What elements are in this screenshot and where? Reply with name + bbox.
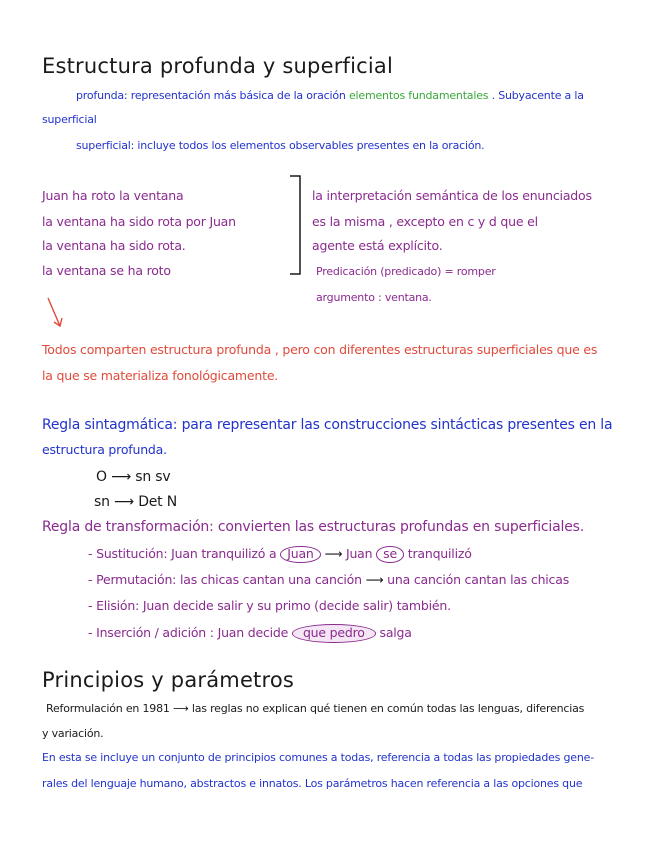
- profunda-tail: . Subyacente a la: [491, 89, 584, 102]
- regla-transformacion-text: convierten las estructuras profundas en superficiales.: [217, 519, 584, 535]
- sustitucion-oval-juan: Juan: [280, 546, 320, 563]
- insercion-label: - Inserción / adición :: [88, 625, 214, 640]
- section-title-estructura: Estructura profunda y superficial: [42, 54, 394, 78]
- rule-2: [94, 495, 177, 509]
- profunda-definition: [76, 90, 584, 101]
- example-1: Juan ha roto la ventana: [42, 188, 184, 203]
- insercion-a: Juan decide: [217, 625, 289, 640]
- example-2: la ventana ha sido rota por Juan: [42, 214, 236, 229]
- regla-sintagmatica-line: [42, 418, 612, 432]
- rule-1: [96, 470, 170, 484]
- regla-sintagmatica-text: para representar las construcciones sintácticas presentes en la: [181, 417, 613, 433]
- regla-sintagmatica-label: Regla sintagmática:: [42, 417, 178, 433]
- note-line-3: agente está explícito.: [312, 238, 443, 253]
- profunda-green-text: elementos fundamentales: [348, 89, 489, 102]
- principios-line-2: y variación.: [42, 727, 104, 740]
- permutacion-line: [88, 574, 569, 587]
- elision-label: - Elisión:: [88, 598, 140, 613]
- rule-1-left: O: [96, 469, 107, 485]
- example-4: la ventana se ha roto: [42, 263, 171, 278]
- right-arrow-icon: ⟶: [114, 494, 134, 510]
- principios-line-1a: Reformulación en 1981: [46, 702, 170, 715]
- elision-line: [88, 600, 451, 613]
- rule-2-left: sn: [94, 494, 110, 510]
- right-arrow-icon: ⟶: [365, 572, 384, 587]
- insercion-b: salga: [379, 625, 412, 640]
- section-title-principios: Principios y parámetros: [42, 668, 295, 692]
- note-line-1: la interpretación semántica de los enunciados: [312, 188, 592, 203]
- insercion-oval: que pedro: [292, 624, 376, 643]
- superficial-definition: [76, 140, 484, 151]
- principios-line-1b: las reglas no explican qué tienen en común todas las lenguas, diferencias: [191, 702, 585, 715]
- rule-1-right: sn sv: [135, 469, 171, 485]
- predicacion-line: Predicación (predicado) = romper: [316, 265, 496, 278]
- superficial-label: superficial:: [76, 139, 135, 152]
- example-3: la ventana ha sido rota.: [42, 238, 186, 253]
- right-arrow-icon: ⟶: [324, 546, 343, 561]
- principios-line-4: rales del lenguaje humano, abstractos e innatos. Los parámetros hacen referencia a las opciones que: [42, 777, 583, 790]
- regla-transformacion-line: [42, 520, 584, 534]
- sustitucion-label: - Sustitución:: [88, 546, 168, 561]
- argumento-line: argumento : ventana.: [316, 291, 432, 304]
- conclusion-line-1: Todos comparten estructura profunda , pero con diferentes estructuras superficiales que es: [42, 342, 598, 357]
- note-line-2: es la misma , excepto en c y d que el: [312, 214, 538, 229]
- profunda-text: representación más básica de la oración: [130, 89, 346, 102]
- conclusion-line-2: la que se materializa fonológicamente.: [42, 368, 279, 383]
- permutacion-label: - Permutación:: [88, 572, 177, 587]
- sustitucion-a: Juan tranquilizó a: [171, 546, 277, 561]
- profunda-label: profunda:: [76, 89, 128, 102]
- rule-2-right: Det N: [138, 494, 177, 510]
- bracket-line: [288, 172, 308, 282]
- right-arrow-icon: ⟶: [111, 469, 131, 485]
- right-arrow-icon: ⟶: [172, 702, 189, 715]
- superficial-text: incluye todos los elementos observables presentes en la oración.: [137, 139, 485, 152]
- regla-transformacion-label: Regla de transformación:: [42, 519, 214, 535]
- permutacion-b: una canción cantan las chicas: [387, 572, 570, 587]
- sustitucion-line: [88, 546, 472, 563]
- insercion-line: [88, 624, 412, 643]
- principios-line-3: En esta se incluye un conjunto de principios comunes a todas, referencia a todas las propiedades gene-: [42, 751, 594, 764]
- sustitucion-c: tranquilizó: [407, 546, 472, 561]
- permutacion-a: las chicas cantan una canción: [179, 572, 362, 587]
- elision-text: Juan decide salir y su primo (decide salir) también.: [142, 598, 451, 613]
- sustitucion-b: Juan: [345, 546, 373, 561]
- profunda-wrap: superficial: [42, 113, 97, 126]
- principios-line-1: [46, 703, 584, 714]
- down-arrow-icon: [44, 296, 74, 332]
- regla-sintagmatica-wrap: estructura profunda.: [42, 442, 167, 457]
- sustitucion-oval-se: se: [376, 546, 404, 563]
